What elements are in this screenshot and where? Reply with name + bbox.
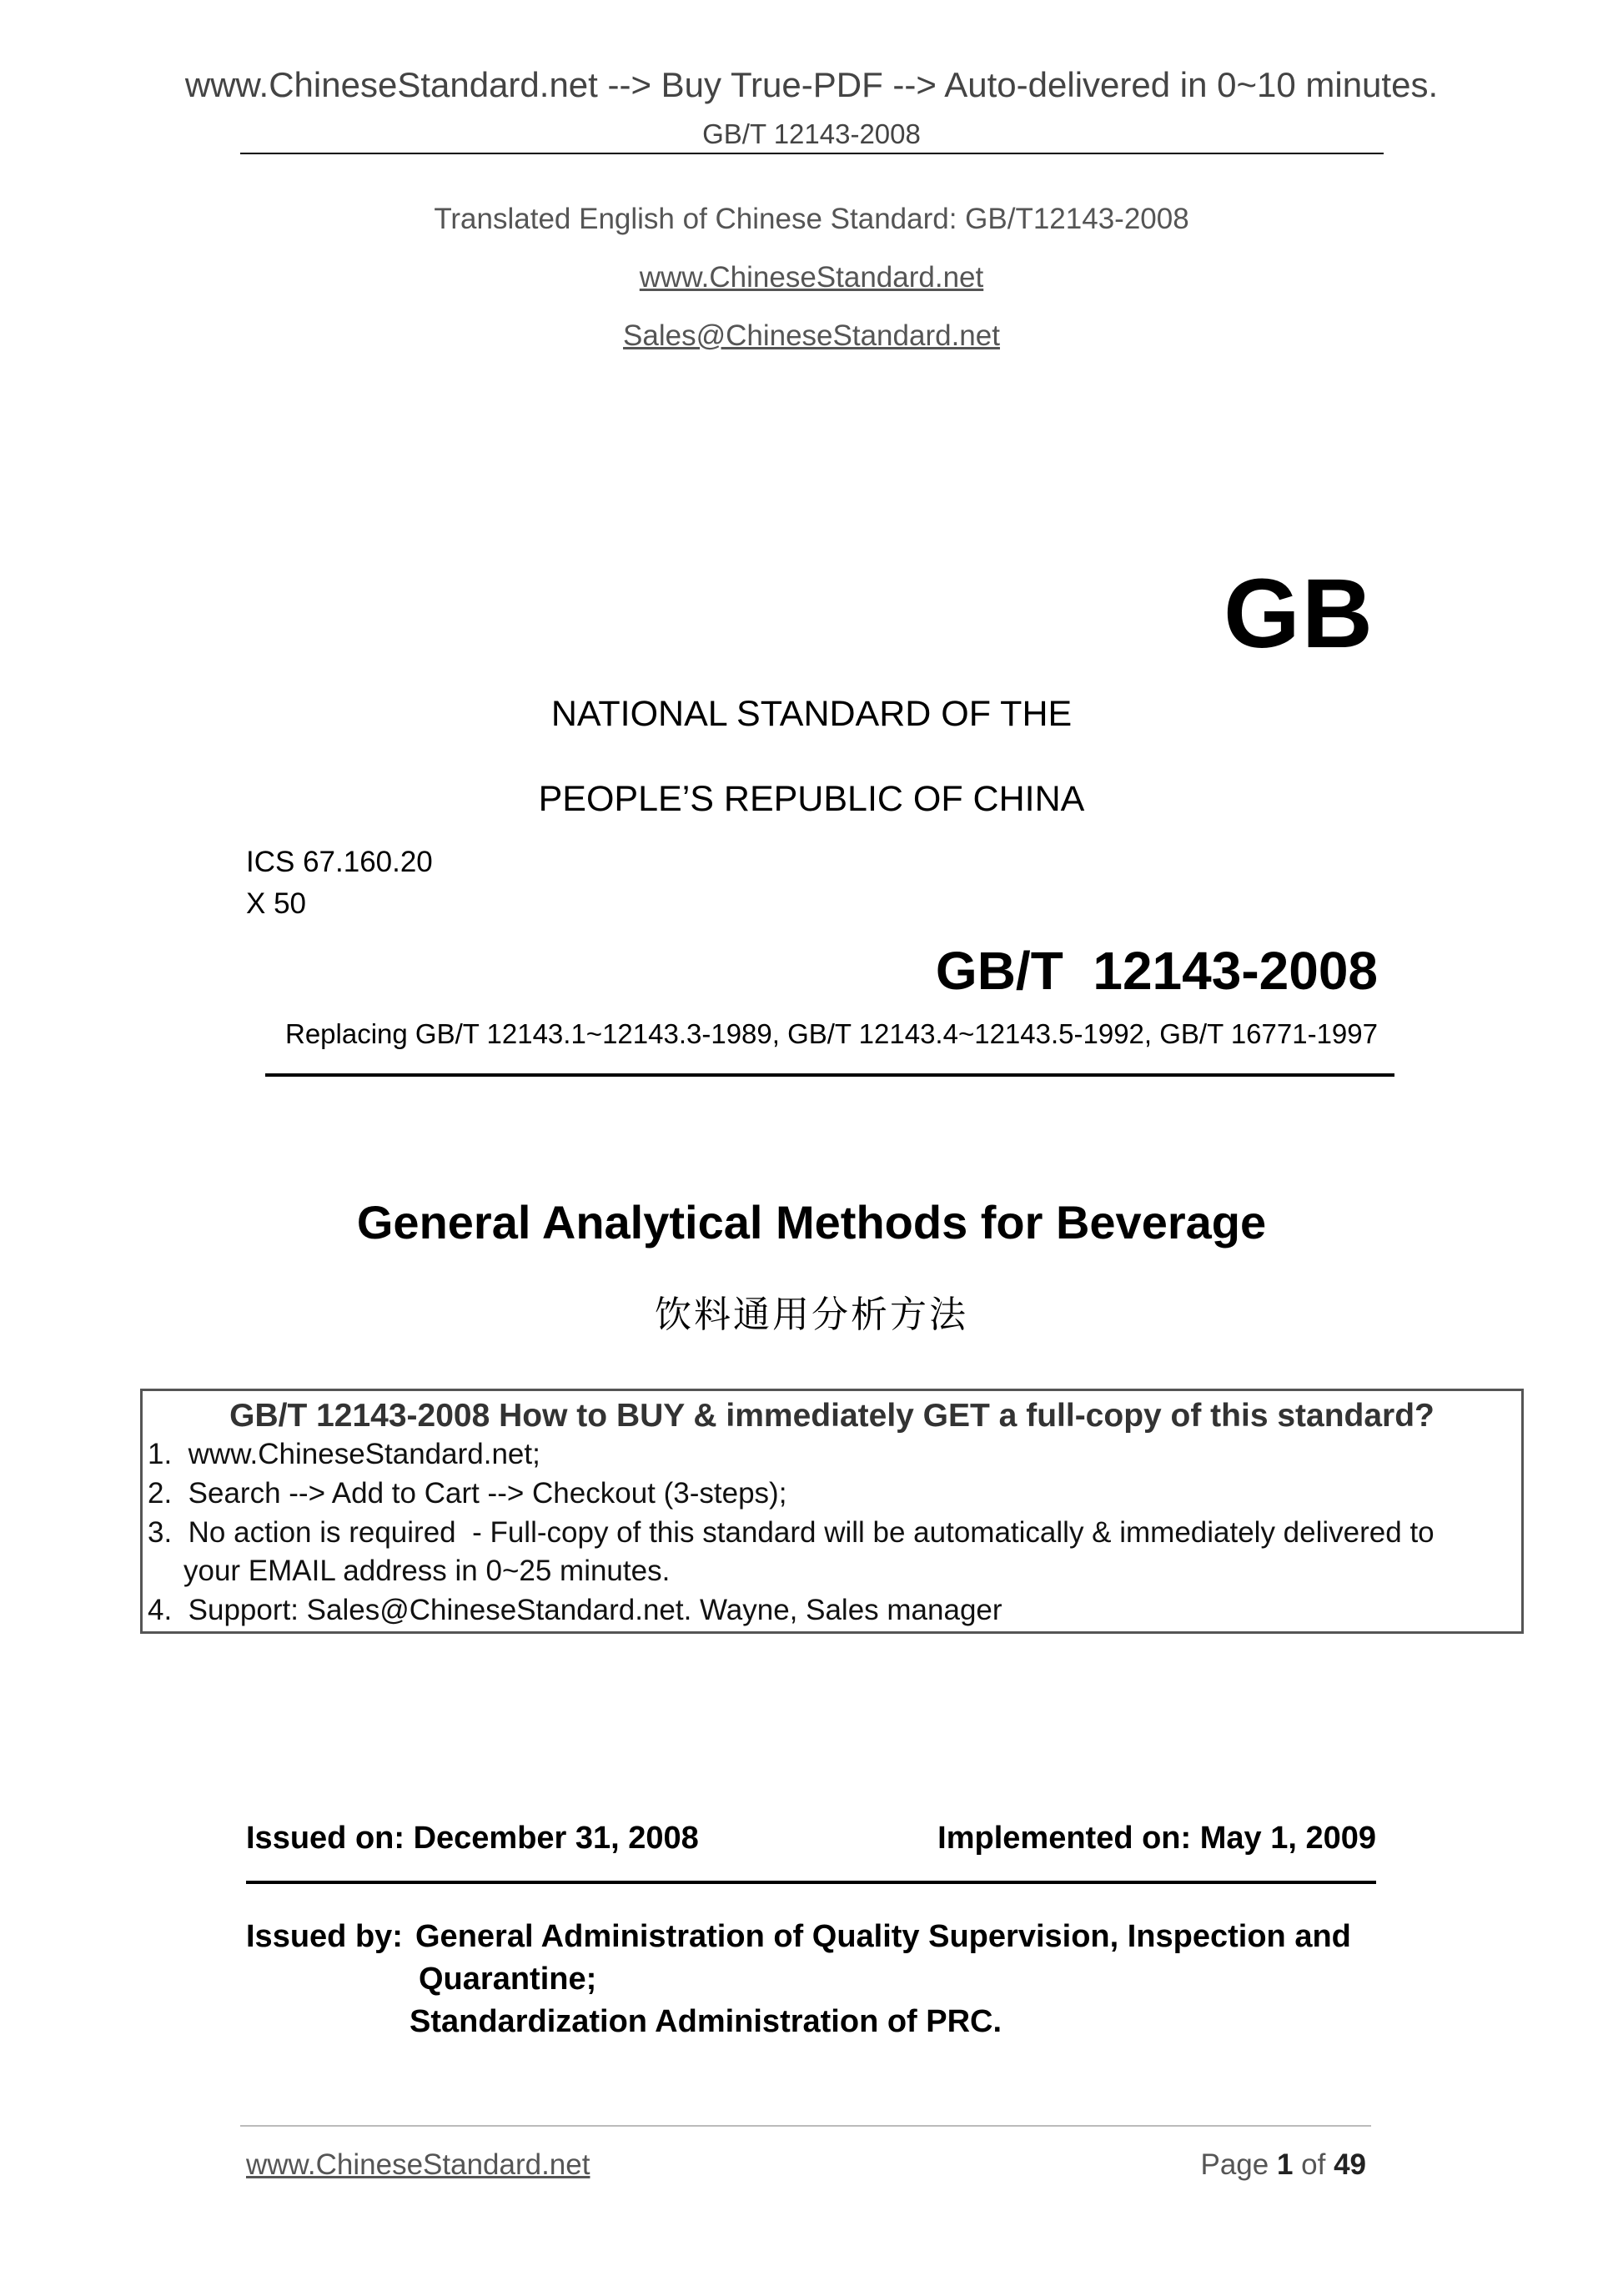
header-banner: www.ChineseStandard.net --> Buy True-PDF --> Auto-delivered in 0~10 minutes. [184, 65, 1439, 104]
buy-step-3-continued: your EMAIL address in 0~25 minutes. [183, 1555, 671, 1587]
national-standard-line-2: PEOPLE’S REPUBLIC OF CHINA [538, 779, 1085, 819]
header-standard-code: GB/T 12143-2008 [702, 118, 921, 149]
issuer-1-line-1: General Administration of Quality Supervision, Inspection and [415, 1919, 1351, 1954]
footer-site-link[interactable]: www.ChineseStandard.net [246, 2148, 590, 2181]
classification-code: X 50 [246, 887, 306, 920]
buy-instructions-box [140, 1389, 1524, 1634]
title-chinese: 饮料通用分析方法 [655, 1294, 968, 1336]
buy-box-title: GB/T 12143-2008 How to BUY & immediately GET a full-copy of this standard? [229, 1398, 1435, 1434]
issuer-2: Standardization Administration of PRC. [410, 2004, 1002, 2039]
page-total: 49 [1334, 2148, 1366, 2181]
national-standard-line-1: NATIONAL STANDARD OF THE [550, 694, 1073, 734]
page-of: of [1293, 2148, 1334, 2181]
buy-step-1: 1. www.ChineseStandard.net; [148, 1438, 540, 1470]
ics-code: ICS 67.160.20 [246, 846, 433, 878]
issued-by-label: Issued by: [246, 1919, 403, 1954]
buy-step-2: 2. Search --> Add to Cart --> Checkout (3-steps); [148, 1477, 787, 1510]
replacing-note: Replacing GB/T 12143.1~12143.3-1989, GB/T 12143.4~12143.5-1992, GB/T 16771-1997 [285, 1018, 1378, 1049]
implemented-on-date: Implemented on: May 1, 2009 [937, 1821, 1376, 1856]
issuer-1-line-2: Quarantine; [419, 1962, 597, 1997]
page-indicator [1200, 2148, 1366, 2182]
buy-step-4: 4. Support: Sales@ChineseStandard.net. Wayne, Sales manager [148, 1594, 1002, 1626]
page-current: 1 [1276, 2148, 1294, 2181]
page-prefix: Page [1200, 2148, 1277, 2181]
header-divider [240, 153, 1384, 154]
standard-number: GB/T 12143-2008 [935, 941, 1378, 1001]
title-english: General Analytical Methods for Beverage [356, 1196, 1267, 1248]
buy-step-3: 3. No action is required - Full-copy of this standard will be automatically & immediately delivered to [148, 1516, 1435, 1549]
footer-divider [240, 2125, 1371, 2127]
email-link[interactable]: Sales@ChineseStandard.net [623, 319, 1000, 352]
issued-on-date: Issued on: December 31, 2008 [246, 1821, 699, 1856]
translated-note: Translated English of Chinese Standard: GB/T12143-2008 [434, 203, 1189, 235]
site-link[interactable]: www.ChineseStandard.net [639, 261, 984, 294]
cover-divider [265, 1073, 1394, 1077]
gb-mark: GB [1224, 559, 1374, 669]
dates-divider [246, 1881, 1376, 1884]
